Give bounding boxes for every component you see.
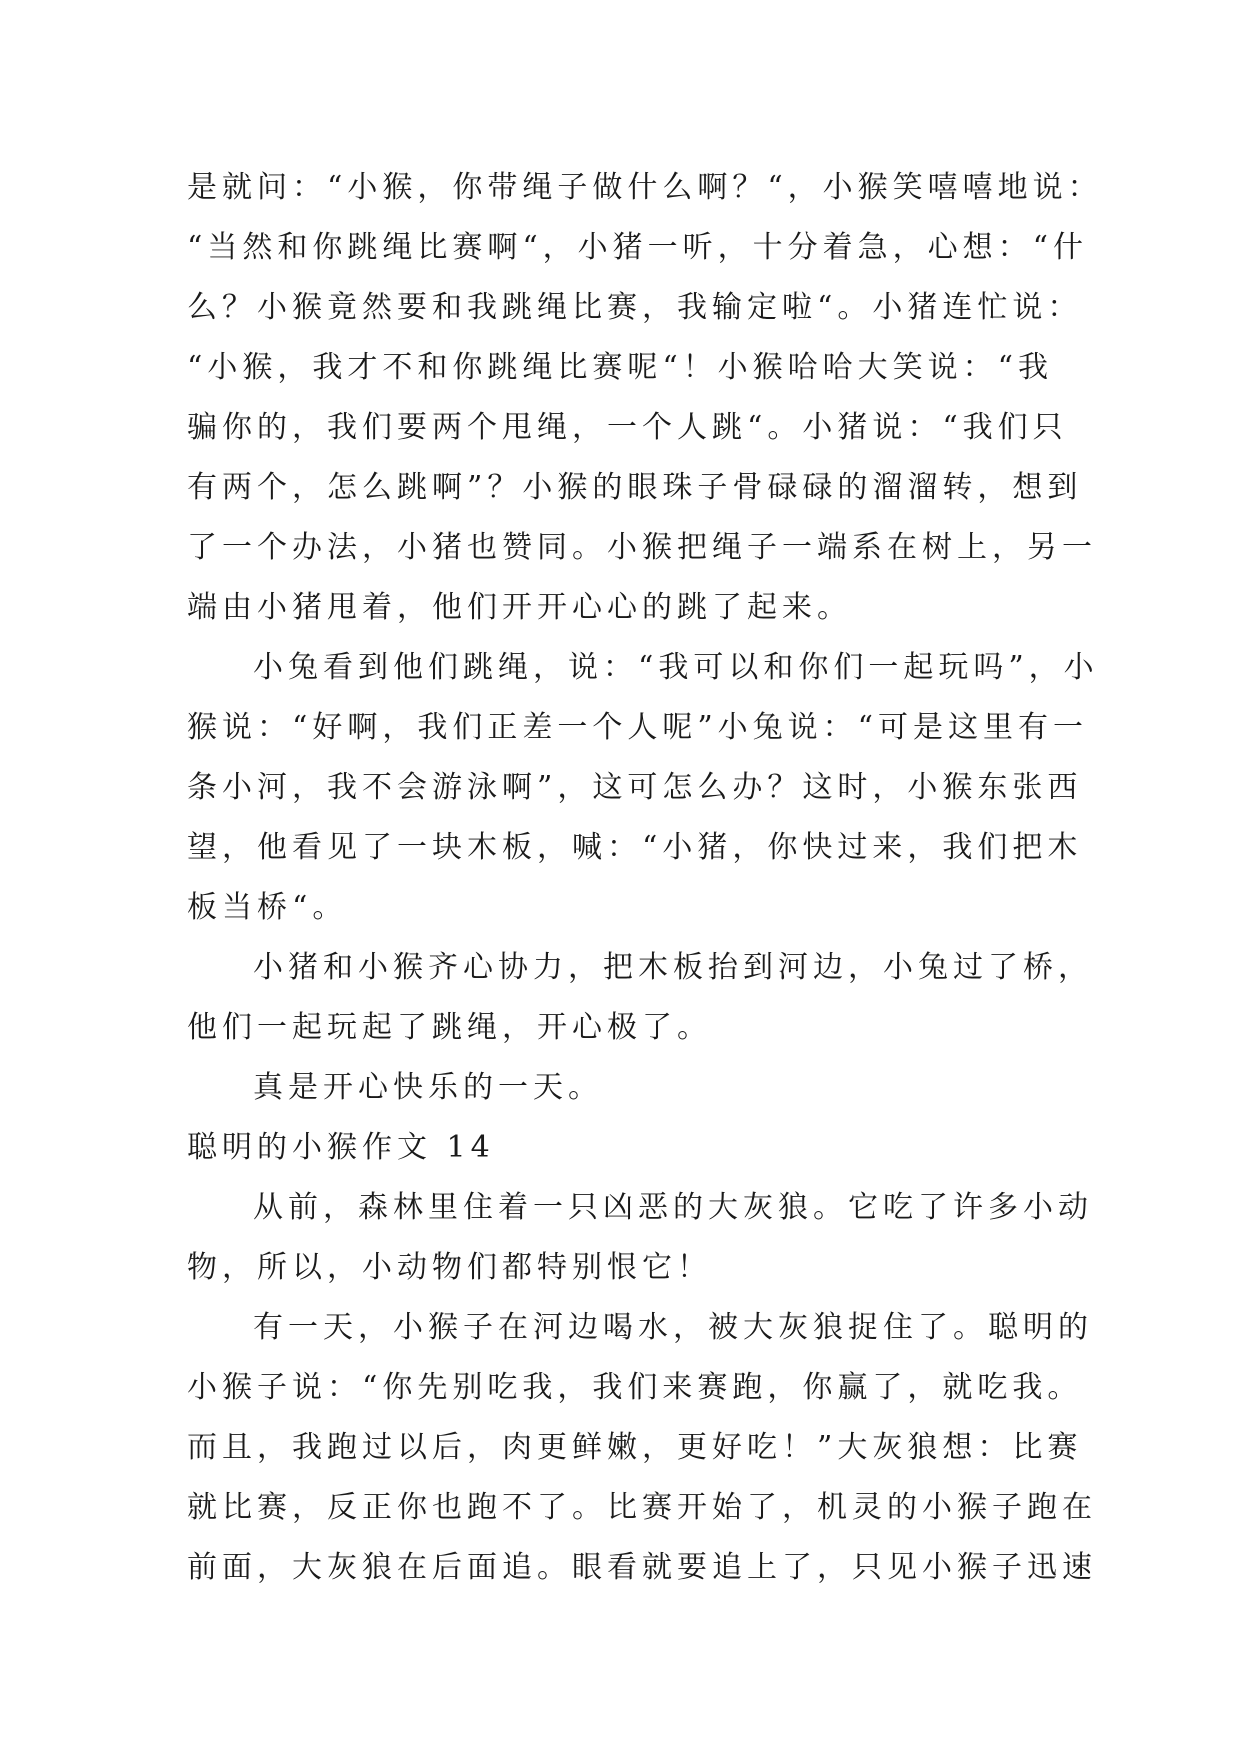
text-line: 了一个办法，小猪也赞同。小猴把绳子一端系在树上，另一	[187, 530, 1097, 565]
text-line: 条小河，我不会游泳啊”，这可怎么办？这时，小猴东张西	[187, 770, 1083, 805]
text-line: “小猴，我才不和你跳绳比赛呢“！小猴哈哈大笑说：“我	[187, 350, 1054, 385]
text-line: 小猴子说：“你先别吃我，我们来赛跑，你赢了，就吃我。	[187, 1370, 1083, 1405]
text-line: 前面，大灰狼在后面追。眼看就要追上了，只见小猴子迅速	[187, 1550, 1097, 1585]
text-line: 么？小猴竟然要和我跳绳比赛，我输定啦“。小猪连忙说：	[187, 290, 1083, 325]
text-line: 物，所以，小动物们都特别恨它！	[187, 1250, 712, 1285]
text-line: 端由小猪甩着，他们开开心心的跳了起来。	[187, 590, 852, 625]
text-line: 有两个，怎么跳啊”？小猴的眼珠子骨碌碌的溜溜转，想到	[187, 470, 1083, 505]
text-line: 板当桥“。	[187, 890, 348, 925]
document-body	[187, 158, 1103, 1598]
text-line: 小猪和小猴齐心协力，把木板抬到河边，小兔过了桥，	[253, 950, 1093, 985]
text-line: 他们一起玩起了跳绳，开心极了。	[187, 1010, 712, 1045]
text-line: 真是开心快乐的一天。	[253, 1070, 603, 1105]
text-line: “当然和你跳绳比赛啊“，小猪一听，十分着急，心想：“什	[187, 230, 1089, 265]
text-line: 从前，森林里住着一只凶恶的大灰狼。它吃了许多小动	[253, 1190, 1093, 1225]
text-line: 而且，我跑过以后，肉更鲜嫩，更好吃！”大灰狼想：比赛	[187, 1430, 1083, 1465]
text-line: 就比赛，反正你也跑不了。比赛开始了，机灵的小猴子跑在	[187, 1490, 1097, 1525]
text-line: 猴说：“好啊，我们正差一个人呢”小兔说：“可是这里有一	[187, 710, 1089, 745]
text-line: 望，他看见了一块木板，喊：“小猪，你快过来，我们把木	[187, 830, 1083, 865]
text-line: 有一天，小猴子在河边喝水，被大灰狼捉住了。聪明的	[253, 1310, 1093, 1345]
text-line: 骗你的，我们要两个甩绳，一个人跳“。小猪说：“我们只	[187, 410, 1068, 445]
text-line: 聪明的小猴作文 14	[187, 1130, 495, 1165]
text-line: 小兔看到他们跳绳，说：“我可以和你们一起玩吗”，小	[253, 650, 1099, 685]
text-line: 是就问：“小猴，你带绳子做什么啊？“，小猴笑嘻嘻地说：	[187, 170, 1103, 205]
